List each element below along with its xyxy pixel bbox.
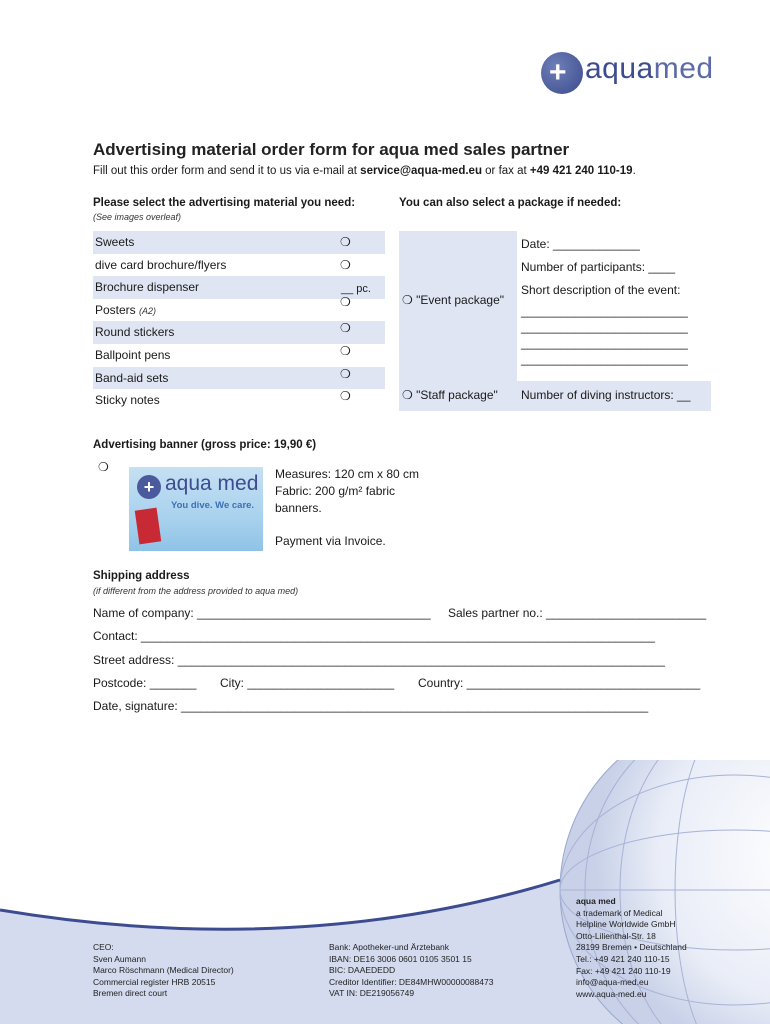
footer-line: Helpline Worldwide GmbH [576, 919, 676, 930]
radio-brochures[interactable]: ❍ [340, 257, 351, 272]
banner-image [129, 467, 263, 551]
material-row-sweets [93, 231, 385, 254]
packages-heading: You can also select a package if needed: [399, 197, 622, 209]
intro-pre: Fill out this order form and send it to us via e-mail at [93, 165, 361, 177]
intro-mid: or fax at [481, 165, 530, 177]
staff-package-radio[interactable]: ❍ "Staff package" [402, 388, 498, 402]
footer-line: 28199 Bremen • Deutschland [576, 942, 687, 953]
banner-payment: Payment via Invoice. [275, 534, 386, 548]
intro-text [93, 165, 636, 177]
plus-icon: + [549, 56, 567, 89]
email-link[interactable]: service@aqua-med.eu [360, 165, 482, 177]
material-row-brochures [93, 254, 385, 277]
footer-line: Creditor Identifier: DE84MHW00000088473 [329, 976, 494, 987]
shipping-note: (if different from the address provided to aqua med) [93, 586, 299, 596]
material-label: Ballpoint pens [95, 347, 171, 362]
city-field[interactable]: City: ______________________ [220, 676, 395, 690]
logo-word-med: med [653, 52, 714, 85]
materials-note: (See images overleaf) [93, 212, 182, 222]
material-row-sticky-notes [93, 389, 385, 412]
banner-banners: banners. [275, 501, 322, 515]
material-label: Sweets [95, 235, 135, 249]
participants-field[interactable]: Number of participants: ____ [521, 260, 676, 274]
event-date-field[interactable]: Date: _____________ [521, 237, 640, 251]
event-package-block [399, 231, 711, 381]
page-title: Advertising material order form for aqua med sales partner [93, 140, 570, 159]
shipping-heading: Shipping address [93, 570, 190, 582]
radio-sticky-notes[interactable]: ❍ [340, 389, 351, 404]
banner-tagline: You dive. We care. [171, 500, 255, 511]
logo-word-aqua: aqua [585, 52, 654, 85]
radio-sweets[interactable]: ❍ [340, 235, 351, 249]
footer-line: Bank: Apotheker-und Ärztebank [329, 942, 450, 952]
footer-company-info [93, 942, 234, 1000]
material-label: Brochure dispenser [95, 280, 200, 295]
pcs-field[interactable]: __ pc. [341, 283, 371, 296]
instructors-field[interactable]: Number of diving instructors: __ [521, 388, 691, 402]
radio-bandaid[interactable]: ❍ [340, 366, 351, 381]
packages-table [399, 231, 711, 411]
staff-package-block [399, 381, 711, 411]
short-description-label: Short description of the event: [521, 283, 681, 297]
aqua-med-logo [541, 48, 721, 94]
radio-stickers[interactable]: ❍ [340, 321, 351, 336]
sales-partner-no-field[interactable]: Sales partner no.: ________________________ [448, 606, 707, 620]
event-package-radio[interactable]: ❍ "Event package" [402, 293, 504, 307]
description-line[interactable]: _________________________ [521, 336, 688, 350]
footer-line: Bremen direct court [93, 988, 168, 999]
footer-line: BIC: DAAEDEDD [329, 965, 396, 976]
material-label: Round stickers [95, 325, 175, 340]
company-field[interactable]: Name of company: ___________________________________ [93, 606, 431, 620]
banner-heading: Advertising banner (gross price: 19,90 €) [93, 439, 317, 451]
banner-measures: Measures: 120 cm x 80 cm [275, 467, 420, 481]
postcode-field[interactable]: Postcode: _______ [93, 676, 197, 690]
footer-line: a trademark of Medical [576, 907, 663, 918]
footer-line: IBAN: DE16 3006 0601 0105 3501 15 [329, 953, 472, 964]
footer-line: Commercial register HRB 20515 [93, 976, 216, 987]
logo-wordmark [585, 52, 714, 86]
street-field[interactable]: Street address: _________________________________________________________________________ [93, 653, 665, 667]
description-line[interactable]: _________________________ [521, 304, 688, 318]
banner-fabric: Fabric: 200 g/m² fabric [275, 484, 396, 498]
materials-heading: Please select the advertising material you need: [93, 197, 356, 209]
footer-contact-info [576, 896, 687, 1000]
dive-card-image [135, 508, 162, 545]
footer-title: aqua med [576, 896, 616, 906]
radio-pens[interactable]: ❍ [340, 343, 351, 358]
date-signature-field[interactable]: Date, signature: ______________________________________________________________________ [93, 699, 649, 713]
country-field[interactable]: Country: ___________________________________ [418, 676, 701, 690]
material-label: Posters [95, 302, 136, 317]
radio-posters[interactable]: ❍ [340, 294, 351, 309]
footer-line: VAT IN: DE219056749 [329, 988, 415, 999]
contact-field[interactable]: Contact: _____________________________________________________________________________ [93, 629, 655, 643]
footer-line: Otto-Lilienthal-Str. 18 [576, 930, 656, 941]
fax-number: +49 421 240 110-19 [529, 165, 633, 177]
banner-radio[interactable]: ❍ [98, 460, 109, 474]
material-label: dive card brochure/flyers [95, 257, 227, 272]
footer-email-link[interactable]: info@aqua-med.eu [576, 977, 649, 988]
footer-line: Fax: +49 421 240 110-19 [576, 965, 671, 976]
footer-website-link[interactable]: www.aqua-med.eu [576, 988, 647, 999]
footer-line: Marco Röschmann (Medical Director) [93, 965, 234, 976]
banner-wordmark: aqua med [165, 472, 259, 495]
description-line[interactable]: _________________________ [521, 320, 688, 334]
footer-line: CEO: [93, 942, 114, 952]
materials-table [93, 231, 385, 412]
footer-bank-info [329, 942, 493, 1000]
material-label: Band-aid sets [95, 370, 169, 385]
posters-size-note: (A2) [139, 305, 157, 316]
banner-details [275, 466, 419, 550]
banner-plus-icon: + [137, 475, 161, 499]
material-label: Sticky notes [95, 393, 160, 408]
footer-line: Tel.: +49 421 240 110-15 [576, 953, 670, 964]
intro-post: . [632, 165, 636, 177]
footer-line: Sven Aumann [93, 953, 146, 964]
description-line[interactable]: _________________________ [521, 352, 688, 366]
